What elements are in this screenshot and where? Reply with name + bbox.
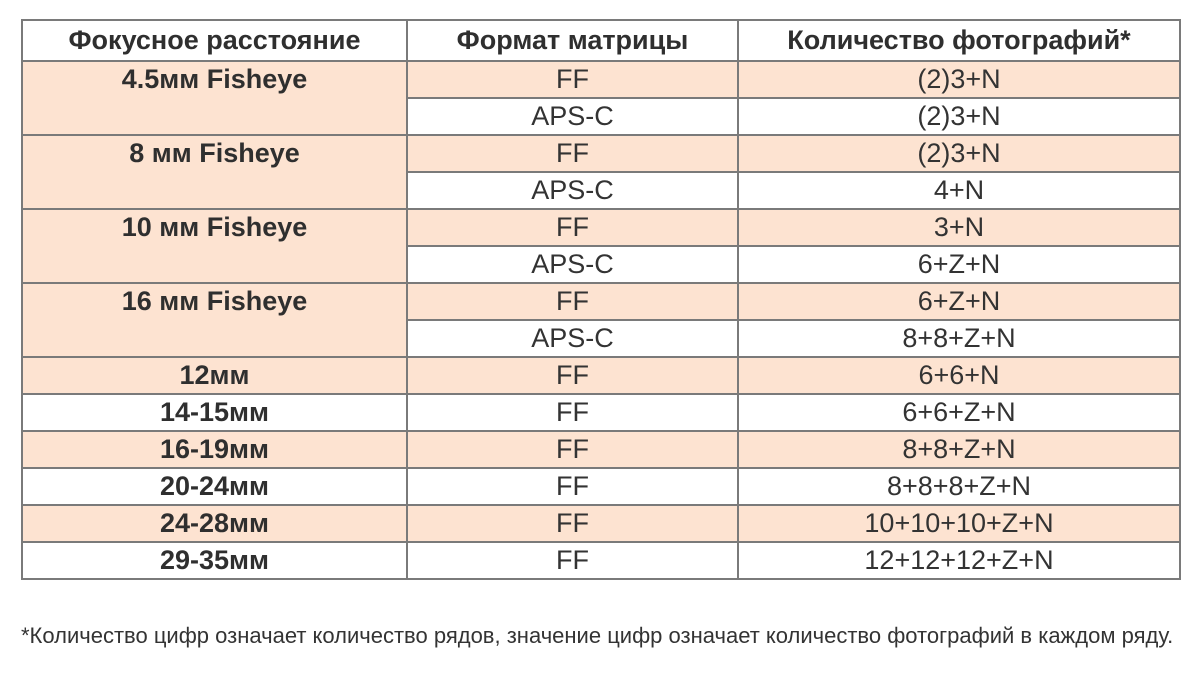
table-row xyxy=(22,283,1180,320)
photo-count-cell: (2)3+N xyxy=(738,98,1180,135)
header-focal-length: Фокусное расстояние xyxy=(22,20,407,61)
photo-count-cell: (2)3+N xyxy=(738,135,1180,172)
sensor-format-cell: APS-C xyxy=(407,172,738,209)
header-photo-count: Количество фотографий* xyxy=(738,20,1180,61)
sensor-format-cell: FF xyxy=(407,209,738,246)
focal-length-cell: 14-15мм xyxy=(22,394,407,431)
photo-count-cell: 4+N xyxy=(738,172,1180,209)
focal-length-cell: 12мм xyxy=(22,357,407,394)
photo-count-cell: 3+N xyxy=(738,209,1180,246)
header-sensor-format: Формат матрицы xyxy=(407,20,738,61)
table-row xyxy=(22,431,1180,468)
sensor-format-cell: FF xyxy=(407,542,738,579)
table-row xyxy=(22,135,1180,172)
sensor-format-cell: APS-C xyxy=(407,98,738,135)
sensor-format-cell: APS-C xyxy=(407,320,738,357)
focal-length-cell: 24-28мм xyxy=(22,505,407,542)
footnote: *Количество цифр означает количество рядов, значение цифр означает количество фотографий в каждом ряду. xyxy=(21,623,1174,648)
table-row xyxy=(22,468,1180,505)
table-row xyxy=(22,209,1180,246)
focal-length-cell: 16-19мм xyxy=(22,431,407,468)
photo-count-cell: 6+Z+N xyxy=(738,246,1180,283)
focal-length-cell: 20-24мм xyxy=(22,468,407,505)
table-row xyxy=(22,61,1180,98)
lens-table-container xyxy=(21,19,1179,580)
photo-count-cell: 12+12+12+Z+N xyxy=(738,542,1180,579)
sensor-format-cell: FF xyxy=(407,431,738,468)
table-row xyxy=(22,357,1180,394)
focal-length-cell: 4.5мм Fisheye xyxy=(22,61,407,135)
sensor-format-cell: FF xyxy=(407,61,738,98)
table-body xyxy=(22,61,1180,579)
focal-length-cell: 10 мм Fisheye xyxy=(22,209,407,283)
sensor-format-cell: FF xyxy=(407,357,738,394)
photo-count-cell: 8+8+Z+N xyxy=(738,320,1180,357)
table-header-row xyxy=(22,20,1180,61)
photo-count-cell: 8+8+8+Z+N xyxy=(738,468,1180,505)
photo-count-cell: 8+8+Z+N xyxy=(738,431,1180,468)
lens-photo-count-table xyxy=(21,19,1181,580)
photo-count-cell: 6+Z+N xyxy=(738,283,1180,320)
focal-length-cell: 16 мм Fisheye xyxy=(22,283,407,357)
table-row xyxy=(22,505,1180,542)
sensor-format-cell: FF xyxy=(407,135,738,172)
photo-count-cell: 6+6+N xyxy=(738,357,1180,394)
photo-count-cell: 6+6+Z+N xyxy=(738,394,1180,431)
table-row xyxy=(22,394,1180,431)
photo-count-cell: (2)3+N xyxy=(738,61,1180,98)
sensor-format-cell: APS-C xyxy=(407,246,738,283)
focal-length-cell: 8 мм Fisheye xyxy=(22,135,407,209)
sensor-format-cell: FF xyxy=(407,283,738,320)
sensor-format-cell: FF xyxy=(407,394,738,431)
sensor-format-cell: FF xyxy=(407,505,738,542)
photo-count-cell: 10+10+10+Z+N xyxy=(738,505,1180,542)
table-row xyxy=(22,542,1180,579)
focal-length-cell: 29-35мм xyxy=(22,542,407,579)
sensor-format-cell: FF xyxy=(407,468,738,505)
